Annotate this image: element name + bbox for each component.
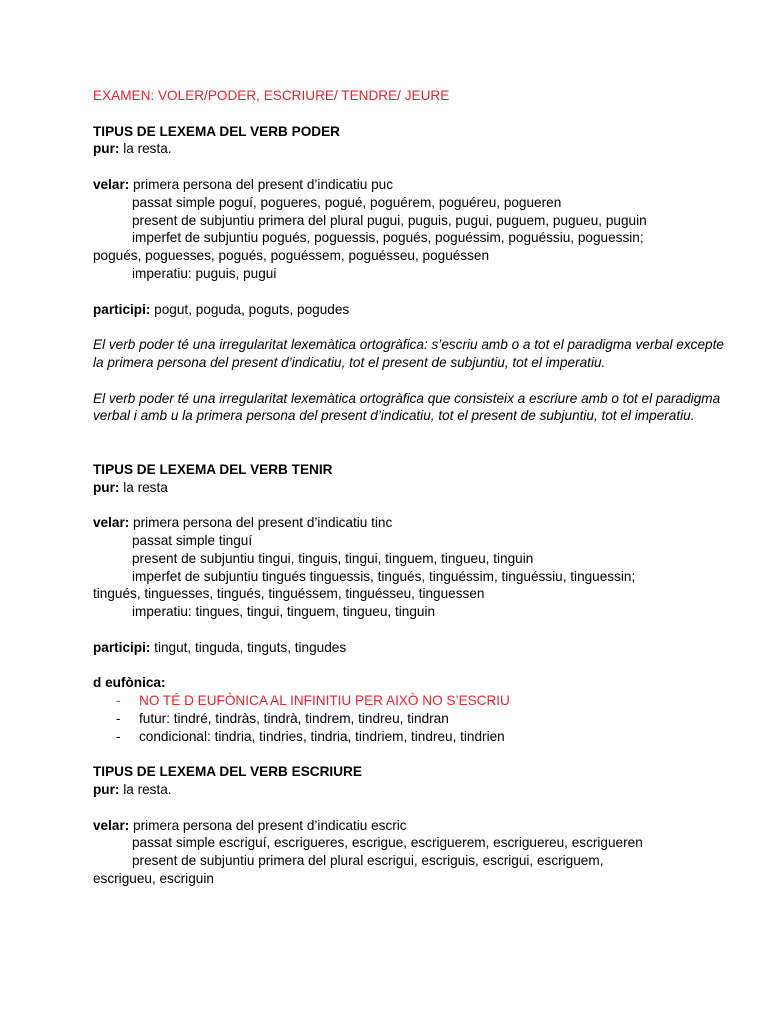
- poder-velar: [93, 176, 728, 194]
- pur-label: pur:: [93, 479, 120, 495]
- velar-label: velar:: [93, 176, 130, 192]
- list-item-text: futur: tindré, tindràs, tindrà, tindrem, tindreu, tindran: [139, 710, 449, 726]
- velar-text: primera persona del present d’indicatiu tinc: [129, 515, 393, 531]
- tenir-heading: TIPUS DE LEXEMA DEL VERB TENIR: [93, 461, 333, 477]
- escriure-velar-subjuntiu: present de subjuntiu primera del plural escrigui, escriguis, escrigui, escriguem,: [132, 853, 604, 869]
- velar-text: primera persona del present d’indicatiu escric: [129, 817, 407, 833]
- velar-text: primera persona del present d’indicatiu puc: [129, 176, 393, 192]
- poder-velar-imperfet-cont: pogués, poguesses, pogués, poguéssem, poguésseu, poguéssen: [93, 248, 490, 264]
- list-item-text: NO TÉ D EUFÒNICA AL INFINITIU PER AIXÒ NO S’ESCRIU: [139, 693, 510, 709]
- escriure-velar: [93, 817, 728, 835]
- tenir-participi: [93, 639, 728, 657]
- list-item-text: condicional: tindria, tindries, tindria, tindriem, tindreu, tindrien: [139, 728, 505, 744]
- bullet-dash: -: [116, 728, 121, 744]
- list-item: [93, 728, 728, 746]
- escriure-velar-subjuntiu-cont: escrigueu, escriguin: [93, 871, 214, 887]
- escriure-heading: TIPUS DE LEXEMA DEL VERB ESCRIURE: [93, 764, 362, 780]
- tenir-pur: [93, 479, 728, 497]
- pur-text: la resta.: [119, 141, 172, 157]
- poder-pur: [93, 140, 728, 158]
- tenir-velar-subjuntiu: present de subjuntiu tingui, tinguis, tingui, tinguem, tingueu, tinguin: [132, 550, 534, 566]
- escriure-velar-passat: passat simple escriguí, escrigueres, escrigue, escriguerem, escriguereu, escrigueren: [132, 835, 643, 851]
- deufonica-label: d eufònica:: [93, 675, 166, 691]
- pur-text: la resta: [119, 479, 168, 495]
- poder-paragraph-1: El verb poder té una irregularitat lexemàtica ortogràfica: s’escriu amb o a tot el paradigma verbal excepte la primera persona del present d’indicatiu, tot el present de subjuntiu, tot el imperatiu.: [93, 337, 724, 370]
- list-item: [93, 710, 728, 728]
- tenir-velar-imperatiu: imperatiu: tingues, tingui, tinguem, tingueu, tinguin: [132, 604, 436, 620]
- bullet-dash: -: [116, 693, 121, 709]
- poder-heading: TIPUS DE LEXEMA DEL VERB PODER: [93, 123, 340, 139]
- participi-text: tingut, tinguda, tinguts, tingudes: [150, 639, 347, 655]
- participi-text: pogut, poguda, poguts, pogudes: [150, 301, 350, 317]
- pur-label: pur:: [93, 782, 120, 798]
- list-item: [93, 692, 728, 710]
- poder-velar-imperfet: imperfet de subjuntiu pogués, poguessis, pogués, poguéssim, poguéssiu, poguessin;: [132, 230, 644, 246]
- tenir-velar-imperfet: imperfet de subjuntiu tingués tinguessis, tingués, tinguéssim, tinguéssiu, tinguessin;: [132, 568, 636, 584]
- participi-label: participi:: [93, 639, 151, 655]
- pur-text: la resta.: [119, 782, 172, 798]
- poder-participi: [93, 301, 728, 319]
- poder-velar-passat: passat simple poguí, pogueres, pogué, poguérem, poguéreu, pogueren: [132, 194, 562, 210]
- velar-label: velar:: [93, 515, 130, 531]
- document-title: EXAMEN: VOLER/PODER, ESCRIURE/ TENDRE/ JEURE: [93, 88, 450, 103]
- tenir-velar-imperfet-cont: tingués, tinguesses, tingués, tinguéssem, tinguésseu, tinguessen: [93, 586, 485, 602]
- escriure-pur: [93, 781, 728, 799]
- tenir-velar: [93, 514, 728, 532]
- poder-paragraph-2: El verb poder té una irregularitat lexemàtica ortogràfica que consisteix a escriure amb o tot el paradigma verbal i amb u la primera persona del present d’indicatiu, tot el present de subjuntiu, tot el imperatiu.: [93, 390, 721, 424]
- tenir-velar-passat: passat simple tinguí: [132, 532, 253, 548]
- velar-label: velar:: [93, 817, 130, 833]
- participi-label: participi:: [93, 301, 151, 317]
- poder-velar-subjuntiu: present de subjuntiu primera del plural pugui, puguis, pugui, puguem, pugueu, puguin: [132, 212, 647, 228]
- poder-velar-imperatiu: imperatiu: puguis, pugui: [132, 265, 277, 281]
- bullet-dash: -: [116, 710, 121, 726]
- pur-label: pur:: [93, 141, 120, 157]
